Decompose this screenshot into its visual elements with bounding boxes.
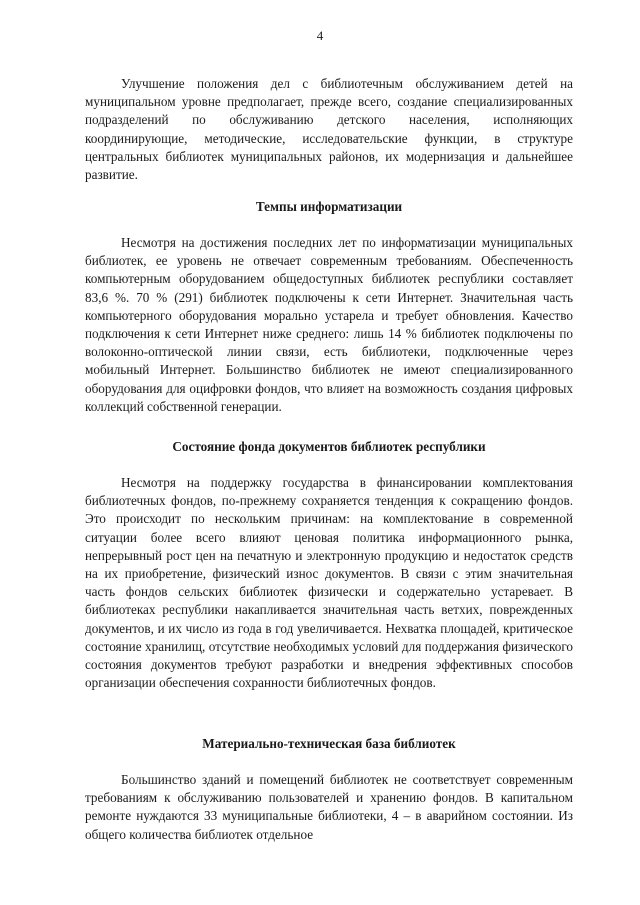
section-informatization: [85, 234, 573, 416]
section-material-base: [85, 771, 573, 844]
paragraph-material-base: Большинство зданий и помещений библиотек не соответствует современным требованиям к обслуживанию пользователей и хранению фондов. В капитальном ремонте нуждаются 33 муниципальные библиотеки, 4 – в аварийном состоянии. Из общего количества библиотек отдельное: [85, 772, 573, 842]
paragraph-fund-state: Несмотря на поддержку государства в финансировании комплектования библиотечных фондов, по-прежнему сохраняется тенденция к сокращению фондов. Это происходит по нескольким причинам: на комплектование в современной ситуации более всего влияют ценовая политика информационного рынка, непрерывный рост цен на печатную и электронную продукцию и недостаток средств на их приобретение, физический износ документов. В связи с этим значительная часть фондов сельских библиотек физически и содержательно устаревает. В библиотеках республики накапливается значительная часть ветхих, поврежденных документов, и их число из года в год увеличивается. Нехватка площадей, критическое состояние хранилищ, отсутствие необходимых условий для поддержания физического состояния документов требуют разработки и внедрения эффективных способов организации обеспечения сохранности библиотечных фондов.: [85, 475, 573, 691]
section-heading-fund-state: Состояние фонда документов библиотек республики: [172, 439, 486, 454]
section-fund-state: [85, 474, 573, 692]
section-heading-informatization: Темпы информатизации: [255, 199, 403, 214]
intro-paragraph: Улучшение положения дел с библиотечным обслуживанием детей на муниципальном уровне предполагает, прежде всего, создание специализированных подразделений по обслуживанию детского населения, исполняющих координирующие, методические, исследовательские функции, в структуре центральных библиотек муниципальных районов, их модернизация и дальнейшее развитие.: [85, 76, 573, 183]
intro-section: [85, 75, 573, 184]
page-number: 4: [316, 28, 324, 43]
section-heading-material-base: Материально-техническая база библиотек: [202, 736, 456, 751]
paragraph-informatization: Несмотря на достижения последних лет по информатизации муниципальных библиотек, ее уровень не отвечает современным требованиям. Обеспеченность компьютерным оборудованием общедоступных библиотек республики составляет 83,6 %. 70 % (291) библиотек подключены к сети Интернет. Значительная часть компьютерного оборудования морально устарела и требует обновления. Качество подключения к сети Интернет ниже среднего: лишь 14 % библиотек подключены по волоконно-оптической линии связи, есть библиотеки, подключенные через мобильный Интернет. Большинство библиотек не имеют специализированного оборудования для оцифровки фондов, что влияет на возможность создания цифровых коллекций собственной генерации.: [85, 235, 573, 414]
